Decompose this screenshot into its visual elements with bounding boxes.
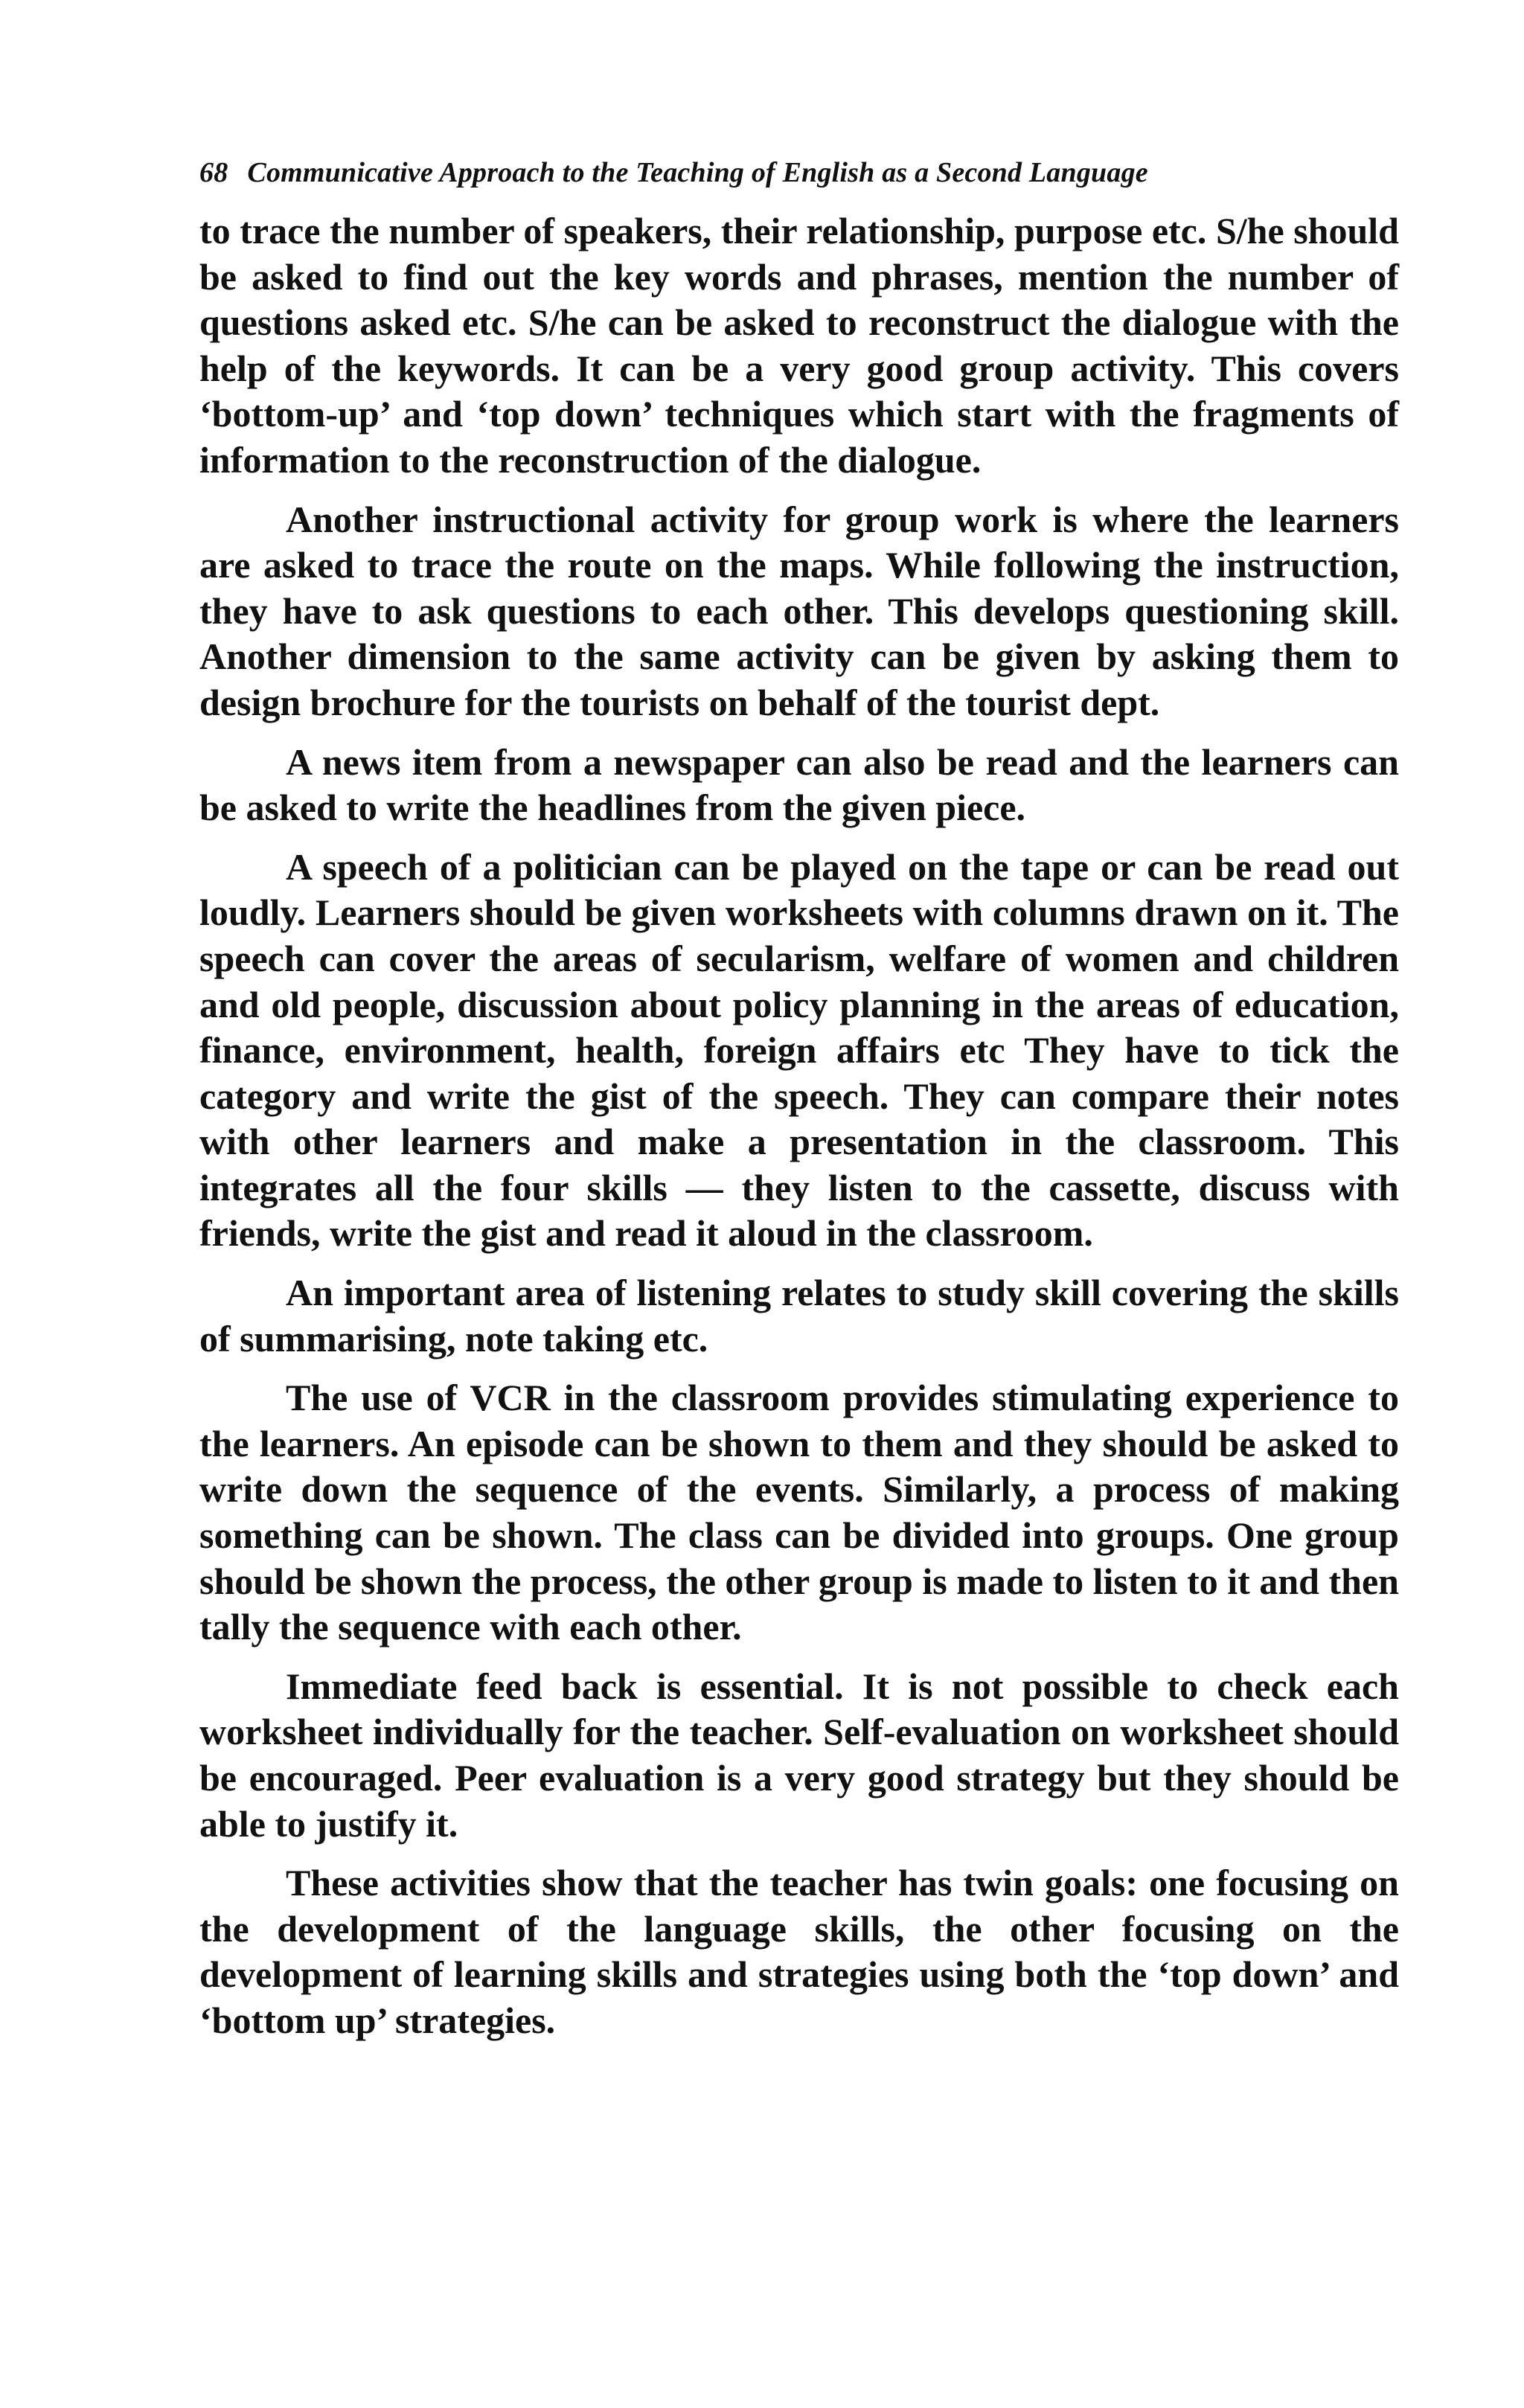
book-page [199,156,1399,2058]
paragraph-feedback: Immediate feed back is essential. It is not possible to check each worksheet individually for the teacher. Self-evaluation on worksheet should be encouraged. Peer evaluation is a very good strategy but they should be able to justify it. [199,1665,1399,1845]
paragraph-twin-goals: These activities show that the teacher has twin goals: one focusing on the development of the language skills, the other focusing on the development of learning skills and strategies using both the ‘top down’ and ‘bottom up’ strategies. [199,1862,1399,2041]
paragraph-map-activity: Another instructional activity for group work is where the learners are asked to trace the route on the maps. While following the instruction, they have to ask questions to each other. This develops questioning skill. Another dimension to the same activity can be given by asking them to design brochure for the tourists on behalf of the tourist dept. [199,498,1399,723]
paragraph-speech-activity: A speech of a politician can be played on the tape or can be read out loudly. Learners should be given worksheets with columns drawn on it. The speech can cover the areas of secularism, welfare of women and children and old people, discussion about policy planning in the areas of education, finance, environment, health, foreign affairs etc They have to tick the category and write the gist of the speech. They can compare their notes with other learners and make a presentation in the classroom. This integrates all the four skills — they listen to the cassette, discuss with friends, write the gist and read it aloud in the classroom. [199,845,1399,1255]
page-number: 68 [199,157,228,188]
paragraph-study-skill: An important area of listening relates to study skill covering the skills of summarising, note taking etc. [199,1272,1399,1360]
paragraph-vcr-use: The use of VCR in the classroom provides stimulating experience to the learners. An episode can be shown to them and they should be asked to write down the sequence of the events. Similarly, a process of making something can be shown. The class can be divided into groups. One group should be shown the process, the other group is made to listen to it and then tally the sequence with each other. [199,1377,1399,1648]
running-header [199,156,1399,189]
running-title: Communicative Approach to the Teaching of English as a Second Language [247,157,1148,188]
paragraph-news-item: A news item from a newspaper can also be read and the learners can be asked to write the headlines from the given piece. [199,740,1399,829]
paragraph-continuation: to trace the number of speakers, their relationship, purpose etc. S/he should be asked to find out the key words and phrases, mention the number of questions asked etc. S/he can be asked to reconstruct the dialogue with the help of the keywords. It can be a very good group activity. This covers ‘bottom-up’ and ‘top down’ techniques which start with the fragments of information to the reconstruction of the dialogue. [199,210,1399,481]
